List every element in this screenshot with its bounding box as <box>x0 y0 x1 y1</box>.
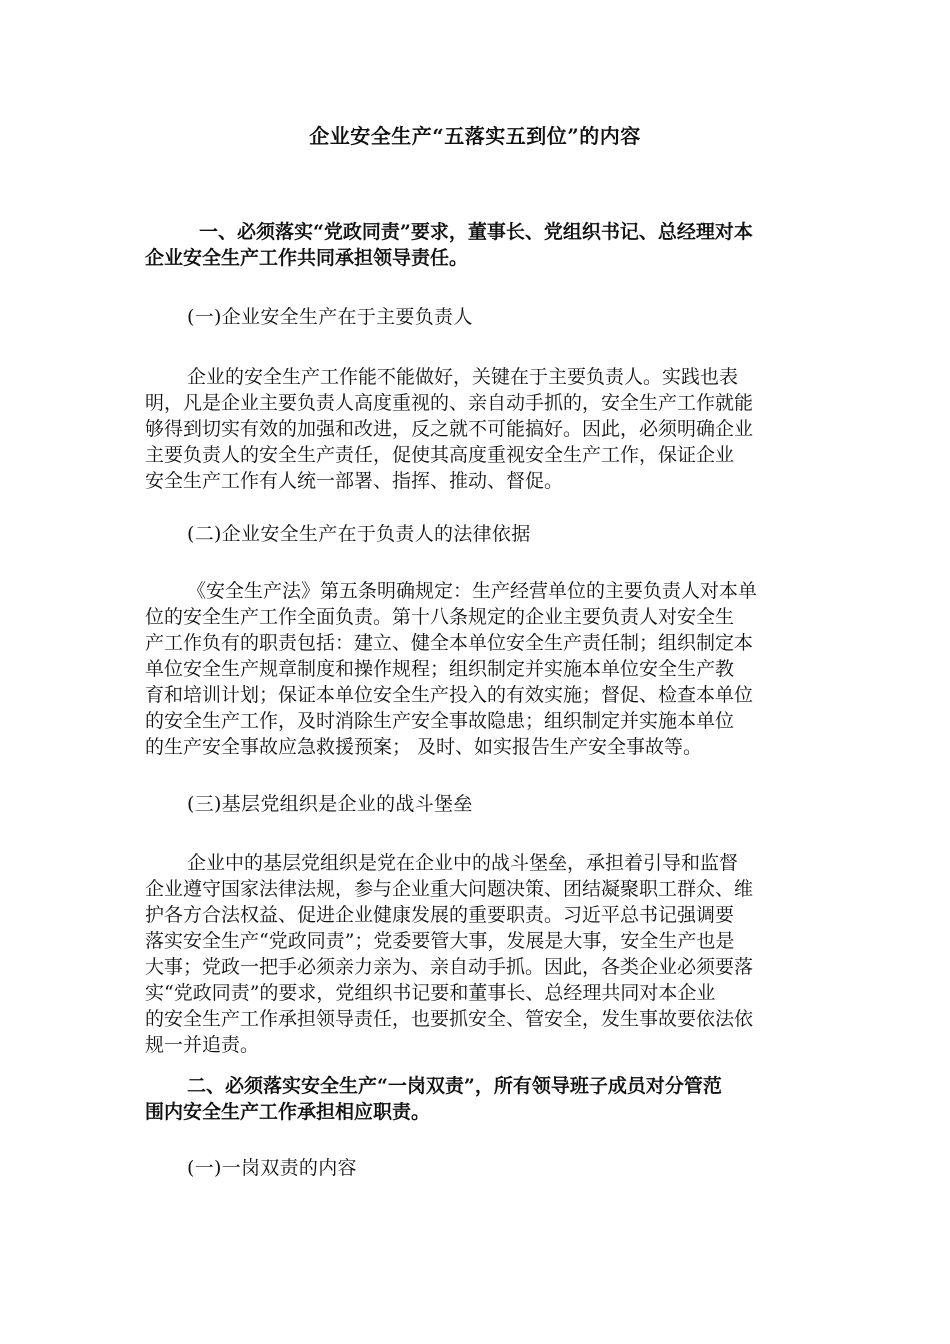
heading-line: 一、必须落实“党政同责”要求，董事长、党组织书记、总经理对本 <box>199 221 753 243</box>
paragraph-line: 企业遵守国家法律法规，参与企业重大问题决策、团结凝聚职工群众、维 <box>145 878 754 900</box>
heading-line: 企业安全生产工作共同承担领导责任。 <box>145 247 469 269</box>
paragraph-line: 的生产安全事故应急救援预案； 及时、如实报告生产安全事故等。 <box>145 736 703 758</box>
heading-line: 围内安全生产工作承担相应职责。 <box>145 1101 431 1123</box>
paragraph-line: 位的安全生产工作全面负责。第十八条规定的企业主要负责人对安全生 <box>145 606 735 628</box>
paragraph-line: 单位安全生产规章制度和操作规程；组织制定并实施本单位安全生产教 <box>145 658 735 680</box>
paragraph-1-2 <box>145 578 807 760</box>
paragraph-line: 的安全生产工作承担领导责任，也要抓安全、管安全，发生事故要依法依 <box>145 1008 754 1030</box>
subsection-title-1-1: (一)企业安全生产在于主要负责人 <box>187 306 473 328</box>
paragraph-line: 主要负责人的安全生产责任，促使其高度重视安全生产工作，保证企业 <box>145 444 735 466</box>
paragraph-line: 企业的安全生产工作能不能做好，关键在于主要负责人。实践也表 <box>187 366 739 388</box>
paragraph-line: 的安全生产工作，及时消除生产安全事故隐患；组织制定并实施本单位 <box>145 710 735 732</box>
subsection-title-1-3: (三)基层党组织是企业的战斗堡垒 <box>187 793 473 815</box>
paragraph-line: 企业中的基层党组织是党在企业中的战斗堡垒，承担着引导和监督 <box>187 852 739 874</box>
paragraph-line: 够得到切实有效的加强和改进，反之就不可能搞好。因此，必须明确企业 <box>145 418 754 440</box>
paragraph-line: 育和培训计划；保证本单位安全生产投入的有效实施；督促、检查本单位 <box>145 684 754 706</box>
section-heading-2 <box>145 1073 807 1125</box>
subsection-title-1-2: (二)企业安全生产在于负责人的法律依据 <box>187 523 531 545</box>
heading-line: 二、必须落实安全生产“一岗双责”，所有领导班子成员对分管范 <box>187 1075 722 1097</box>
paragraph-line: 大事；党政一把手必须亲力亲为、亲自动手抓。因此，各类企业必须要落 <box>145 956 754 978</box>
document-title: 企业安全生产“五落实五到位”的内容 <box>309 124 641 148</box>
paragraph-line: 明，凡是企业主要负责人高度重视的、亲自动手抓的，安全生产工作就能 <box>145 392 754 414</box>
paragraph-line: 规一并追责。 <box>145 1034 260 1056</box>
paragraph-line: 落实安全生产“党政同责”；党委要管大事，发展是大事，安全生产也是 <box>145 930 735 952</box>
paragraph-line: 护各方合法权益、促进企业健康发展的重要职责。习近平总书记强调要 <box>145 904 735 926</box>
section-heading-1 <box>145 219 807 271</box>
paragraph-line: 实“党政同责”的要求，党组织书记要和董事长、总经理共同对本企业 <box>145 982 716 1004</box>
paragraph-line: 《安全生产法》第五条明确规定：生产经营单位的主要负责人对本单 <box>187 580 758 602</box>
paragraph-line: 安全生产工作有人统一部署、指挥、推动、督促。 <box>145 470 564 492</box>
paragraph-1-3 <box>145 850 807 1058</box>
subsection-title-2-1: (一)一岗双责的内容 <box>187 1157 357 1179</box>
paragraph-line: 产工作负有的职责包括：建立、健全本单位安全生产责任制；组织制定本 <box>145 632 754 654</box>
paragraph-1-1 <box>145 364 807 494</box>
